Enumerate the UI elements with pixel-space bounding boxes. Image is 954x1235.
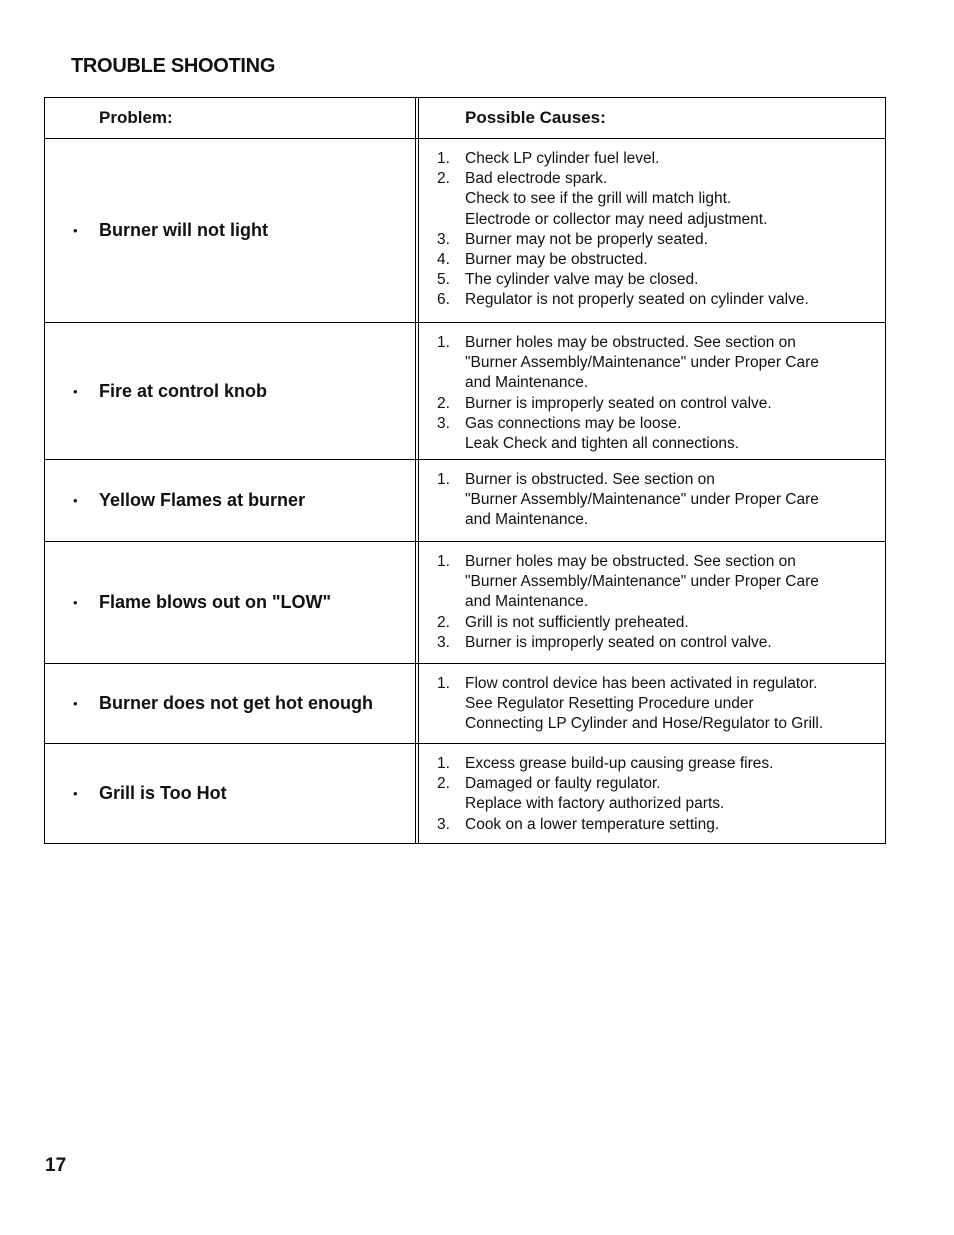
cause-text (465, 674, 873, 735)
causes-cell (419, 744, 885, 843)
cause-line: See Regulator Resetting Procedure under (465, 695, 754, 713)
cause-line: Gas connections may be loose. (465, 414, 682, 432)
cause-line: Bad electrode spark. (465, 170, 608, 188)
cause-number: 1. (437, 553, 450, 570)
cause-line: "Burner Assembly/Maintenance" under Proper Care (465, 573, 819, 591)
bullet-icon: • (73, 493, 78, 508)
cause-text (465, 754, 873, 774)
problem-item (45, 693, 373, 714)
cause-line: "Burner Assembly/Maintenance" under Proper Care (465, 491, 819, 509)
problem-label: Grill is Too Hot (99, 783, 227, 803)
cause-item (437, 674, 873, 735)
cause-item (437, 470, 873, 531)
cause-line: Burner is improperly seated on control valve. (465, 394, 772, 412)
problem-cell (45, 664, 415, 743)
cause-item (437, 552, 873, 613)
cause-line: and Maintenance. (465, 374, 589, 392)
problem-item (45, 381, 267, 402)
cause-text (465, 470, 873, 531)
cause-text (465, 552, 873, 613)
cause-text (465, 290, 873, 310)
cause-line: Burner is obstructed. See section on (465, 471, 715, 488)
page-number: 17 (45, 1155, 67, 1176)
cause-line: "Burner Assembly/Maintenance" under Proper Care (465, 354, 819, 372)
problem-cell (45, 460, 415, 541)
table-row (45, 322, 885, 459)
cause-line: Electrode or collector may need adjustment. (465, 210, 768, 228)
cause-text (465, 414, 873, 454)
cause-number: 1. (437, 150, 450, 167)
cause-text (465, 333, 873, 394)
cause-item (437, 633, 873, 653)
bullet-icon: • (73, 383, 78, 399)
causes-cell (419, 460, 885, 541)
cause-line: Connecting LP Cylinder and Hose/Regulator to Grill. (465, 715, 824, 733)
cause-line: Burner holes may be obstructed. See section on (465, 553, 796, 570)
cause-item (437, 774, 873, 814)
cause-text (465, 815, 873, 835)
cause-item (437, 394, 873, 414)
problem-label: Fire at control knob (99, 380, 268, 401)
table-body (45, 138, 885, 843)
cause-line: and Maintenance. (465, 593, 589, 611)
causes-column-header: Possible Causes: (465, 108, 606, 127)
cause-line: Excess grease build-up causing grease fires. (465, 755, 774, 772)
problem-item (45, 220, 268, 241)
cause-line: Leak Check and tighten all connections. (465, 435, 740, 453)
cause-number: 5. (437, 271, 450, 289)
cause-item (437, 230, 873, 250)
cause-number: 2. (437, 170, 450, 188)
cause-number: 4. (437, 251, 450, 269)
cause-item (437, 414, 873, 454)
bullet-icon: • (73, 223, 78, 238)
cause-number: 3. (437, 230, 450, 248)
problem-label: Burner does not get hot enough (99, 693, 373, 713)
cause-number: 2. (437, 613, 450, 631)
cause-line: and Maintenance. (465, 511, 589, 529)
table-row (45, 663, 885, 743)
cause-line: Burner is improperly seated on control valve. (465, 633, 772, 651)
cause-number: 3. (437, 414, 450, 432)
cause-text (465, 774, 873, 814)
problem-label: Yellow Flames at burner (99, 490, 306, 510)
cause-number: 3. (437, 815, 450, 833)
causes-cell (419, 139, 885, 322)
cause-item (437, 613, 873, 633)
causes-cell (419, 323, 885, 459)
cause-text (465, 633, 873, 653)
cause-number: 2. (437, 775, 450, 793)
cause-item (437, 270, 873, 290)
problem-label: Flame blows out on "LOW" (99, 592, 332, 612)
problem-item (45, 783, 227, 804)
cause-number: 1. (437, 471, 450, 488)
cause-item (437, 149, 873, 169)
causes-cell (419, 664, 885, 743)
problem-cell (45, 542, 415, 663)
troubleshooting-table (44, 97, 886, 844)
cause-text (465, 149, 873, 169)
cause-line: Regulator is not properly seated on cylinder valve. (465, 291, 809, 309)
cause-text (465, 169, 873, 230)
cause-text (465, 230, 873, 250)
table-header-row (45, 98, 885, 138)
cause-number: 1. (437, 675, 450, 692)
cause-item (437, 290, 873, 310)
cause-item (437, 333, 873, 394)
problem-item (45, 592, 331, 613)
cause-text (465, 250, 873, 270)
problem-column-header: Problem: (99, 108, 173, 127)
cause-number: 1. (437, 755, 450, 772)
cause-line: Check to see if the grill will match light. (465, 190, 732, 208)
cause-item (437, 169, 873, 230)
cause-line: Burner may be obstructed. (465, 251, 648, 269)
cause-text (465, 270, 873, 290)
problem-cell (45, 744, 415, 843)
cause-item (437, 754, 873, 774)
cause-line: Cook on a lower temperature setting. (465, 815, 720, 833)
cause-line: Flow control device has been activated in regulator. (465, 675, 818, 692)
cause-number: 2. (437, 394, 450, 412)
cause-item (437, 815, 873, 835)
cause-line: Burner may not be properly seated. (465, 230, 708, 248)
problem-label: Burner will not light (99, 220, 268, 240)
bullet-icon: • (73, 696, 78, 711)
cause-line: The cylinder valve may be closed. (465, 271, 699, 289)
cause-number: 3. (437, 633, 450, 651)
cause-text (465, 394, 873, 414)
cause-line: Replace with factory authorized parts. (465, 795, 725, 813)
table-row (45, 743, 885, 843)
causes-cell (419, 542, 885, 663)
cause-number: 1. (437, 334, 450, 351)
page-title: TROUBLE SHOOTING (71, 55, 276, 77)
cause-item (437, 250, 873, 270)
problem-cell (45, 139, 415, 322)
table-row (45, 459, 885, 541)
problem-item (45, 490, 305, 511)
cause-line: Burner holes may be obstructed. See section on (465, 334, 796, 351)
bullet-icon: • (73, 595, 78, 610)
table-row (45, 541, 885, 663)
problem-cell (45, 323, 415, 459)
cause-line: Grill is not sufficiently preheated. (465, 613, 689, 631)
cause-text (465, 613, 873, 633)
cause-number: 6. (437, 291, 450, 309)
cause-line: Damaged or faulty regulator. (465, 775, 661, 793)
cause-line: Check LP cylinder fuel level. (465, 150, 660, 167)
bullet-icon: • (73, 786, 78, 801)
table-row (45, 138, 885, 322)
